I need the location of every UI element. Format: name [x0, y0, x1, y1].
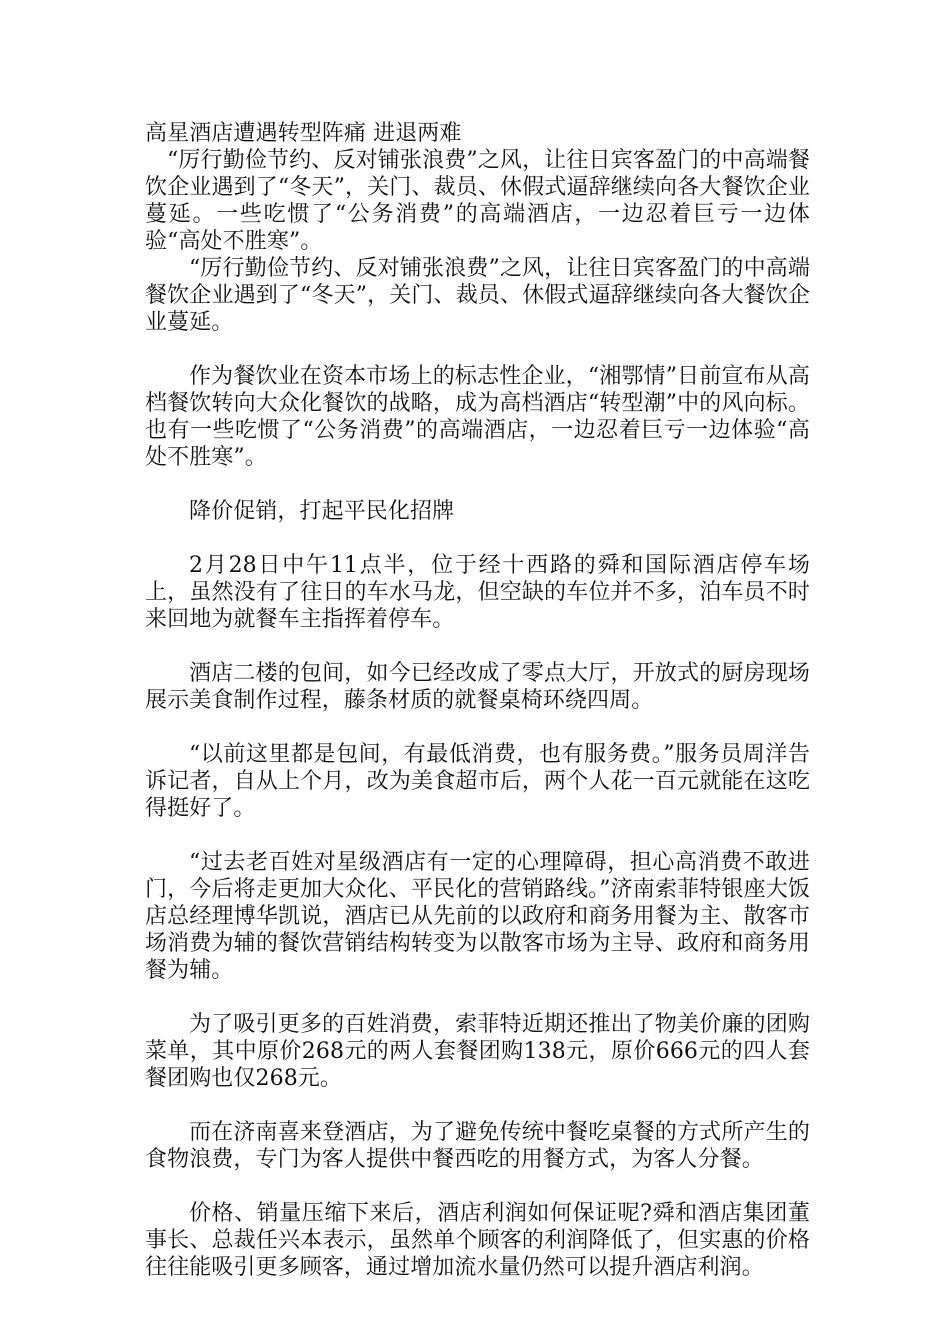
paragraph-8: 为了吸引更多的百姓消费，索菲特近期还推出了物美价廉的团购菜单，其中原价268元的两人套餐团购138元，原价666元的四人套餐团购也仅268元。	[145, 1012, 810, 1091]
paragraph-10: 价格、销量压缩下来后，酒店利润如何保证呢?舜和酒店集团董事长、总裁任兴本表示，虽然单个顾客的利润降低了，但实惠的价格往往能吸引更多顾客，通过增加流水量仍然可以提升酒店利润。	[145, 1201, 810, 1280]
paragraph-5: 酒店二楼的包间，如今已经改成了零点大厅，开放式的厨房现场展示美食制作过程，藤条材质的就餐桌椅环绕四周。	[145, 661, 810, 713]
paragraph-7: “过去老百姓对星级酒店有一定的心理障碍，担心高消费不敢进门，今后将走更加大众化、平民化的营销路线。”济南索菲特银座大饭店总经理博华凯说，酒店已从先前的以政府和商务用餐为主、散客市场消费为辅的餐饮营销结构转变为以散客市场为主导、政府和商务用餐为辅。	[145, 850, 810, 983]
section-heading: 降价促销，打起平民化招牌	[189, 499, 455, 524]
paragraph-6: “以前这里都是包间，有最低消费，也有服务费。”服务员周洋告诉记者，自从上个月，改为美食超市后，两个人花一百元就能在这吃得挺好了。	[145, 742, 810, 821]
article-body	[145, 120, 810, 1281]
paragraph-3: 作为餐饮业在资本市场上的标志性企业，“湘鄂情”日前宣布从高档餐饮转向大众化餐饮的战略，成为高档酒店“转型潮”中的风向标。也有一些吃惯了“公务消费”的高端酒店，一边忍着巨亏一边体验“高处不胜寒”。	[145, 364, 810, 470]
paragraph-1: “厉行勤俭节约、反对铺张浪费”之风，让往日宾客盈门的中高端餐饮企业遇到了“冬天”，关门、裁员、休假式逼辞继续向各大餐饮企业蔓延。一些吃惯了“公务消费”的高端酒店，一边忍着巨亏一边体验“高处不胜寒”。	[145, 148, 810, 254]
paragraph-4: 2月28日中午11点半，位于经十西路的舜和国际酒店停车场上，虽然没有了往日的车水马龙，但空缺的车位并不多，泊车员不时来回地为就餐车主指挥着停车。	[145, 553, 810, 632]
paragraph-2: “厉行勤俭节约、反对铺张浪费”之风，让往日宾客盈门的中高端餐饮企业遇到了“冬天”，关门、裁员、休假式逼辞继续向各大餐饮企业蔓延。	[145, 256, 810, 335]
paragraph-9: 而在济南喜来登酒店，为了避免传统中餐吃桌餐的方式所产生的食物浪费，专门为客人提供中餐西吃的用餐方式，为客人分餐。	[145, 1120, 810, 1172]
article-title: 高星酒店遭遇转型阵痛 进退两难	[145, 121, 462, 146]
